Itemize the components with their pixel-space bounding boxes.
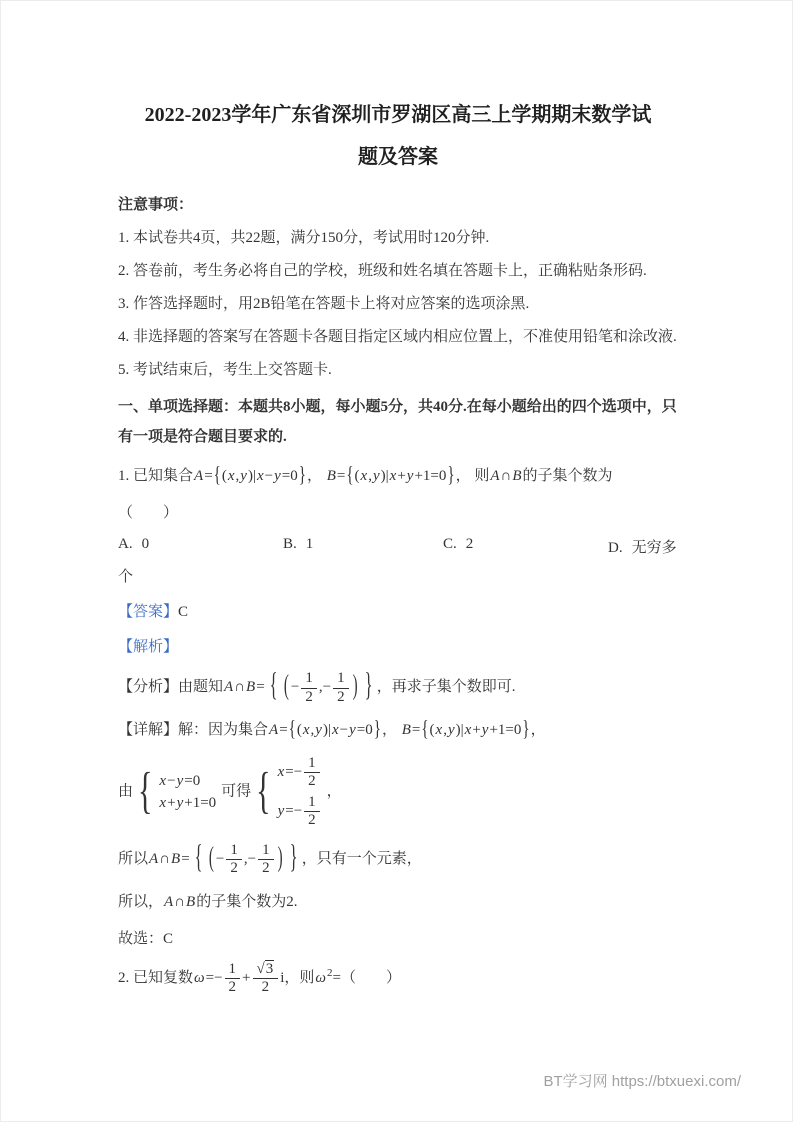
option-a-text: 0 bbox=[141, 536, 150, 553]
solution-system: 由 { x−y=0 x+y+1=0 可得 { x=− $\frac{1}{2}$ y=− $\frac{1}{2}$ ， bbox=[118, 755, 342, 828]
question-1-stem: 1. 已知集合A={(x,y)|x−y=0}， B={(x,y)|x+y+1=0}， 则A∩B的子集个数为 bbox=[118, 463, 613, 488]
option-b-text: 1 bbox=[305, 536, 314, 553]
section-1-header: 一、单项选择题：本题共8小题，每小题5分，共40分.在每小题给出的四个选项中，只有一项是符合题目要求的. bbox=[118, 399, 677, 445]
question-1-answer-blank: （ ） bbox=[118, 505, 179, 522]
question-2-stem: 2. 已知复数ω=− $\frac{1}{2}$ + $\frac{√3}{2}$ i，则$\omega^2=$（ ） bbox=[118, 960, 401, 995]
analysis-section-label: 【解析】 bbox=[118, 639, 179, 656]
option-a-label: A. bbox=[118, 536, 133, 553]
option-d-wrapped-text: 个 bbox=[118, 569, 134, 586]
title-line-1: 2022-2023学年广东省深圳市罗湖区高三上学期期末数学试 bbox=[144, 104, 652, 126]
document-content bbox=[118, 94, 678, 1009]
note-item-5: 5. 考试结束后，考生上交答题卡. bbox=[118, 362, 332, 378]
site-watermark: BT学习网 https://btxuexi.com/ bbox=[543, 1073, 741, 1090]
option-b bbox=[283, 536, 443, 557]
option-c-text: 2 bbox=[465, 536, 474, 553]
note-item-4: 4. 非选择题的答案写在答题卡各题目指定区域内相应位置上，不准使用铅笔和涂改液. bbox=[118, 329, 677, 345]
answer-line bbox=[118, 600, 678, 621]
solution-conclusion-2: 所以，A∩B的子集个数为2. bbox=[118, 893, 298, 910]
document-title bbox=[118, 94, 678, 178]
question-1-options bbox=[118, 536, 678, 557]
option-b-label: B. bbox=[283, 536, 297, 553]
note-item-1: 1. 本试卷共4页，共22题，满分150分，考试用时120分钟. bbox=[118, 230, 490, 246]
answer-value: C bbox=[178, 604, 189, 621]
solution-detail: 【详解】解：因为集合A={(x,y)|x−y=0}， B={(x,y)|x+y+1=0}， bbox=[118, 717, 546, 742]
note-item-3: 3. 作答选择题时，用2B铅笔在答题卡上将对应答案的选项涂黑. bbox=[118, 296, 530, 312]
analysis-brief: 【分析】由题知A∩B= { ( − $\frac{1}{2}$ ,− $\frac{1}{2}$ ) } ，再求子集个数即可. bbox=[118, 669, 516, 705]
option-a bbox=[118, 536, 283, 557]
option-d-label: D. bbox=[608, 540, 623, 557]
solution-conclusion-1: 所以A∩B= { ( − $\frac{1}{2}$ ,− $\frac{1}{2}$ ) } ，只有一个元素， bbox=[118, 840, 422, 877]
option-d-text: 无穷多 bbox=[631, 540, 677, 557]
note-item-2: 2. 答卷前，考生务必将自己的学校，班级和姓名填在答题卡上，正确粘贴条形码. bbox=[118, 263, 647, 279]
chosen-answer: 故选：C bbox=[118, 930, 174, 947]
notes-header: 注意事项： bbox=[118, 197, 194, 213]
answer-label: 【答案】 bbox=[118, 604, 179, 621]
title-line-2: 题及答案 bbox=[358, 146, 438, 168]
option-c bbox=[443, 536, 608, 557]
option-c-label: C. bbox=[443, 536, 457, 553]
option-d bbox=[608, 536, 678, 557]
